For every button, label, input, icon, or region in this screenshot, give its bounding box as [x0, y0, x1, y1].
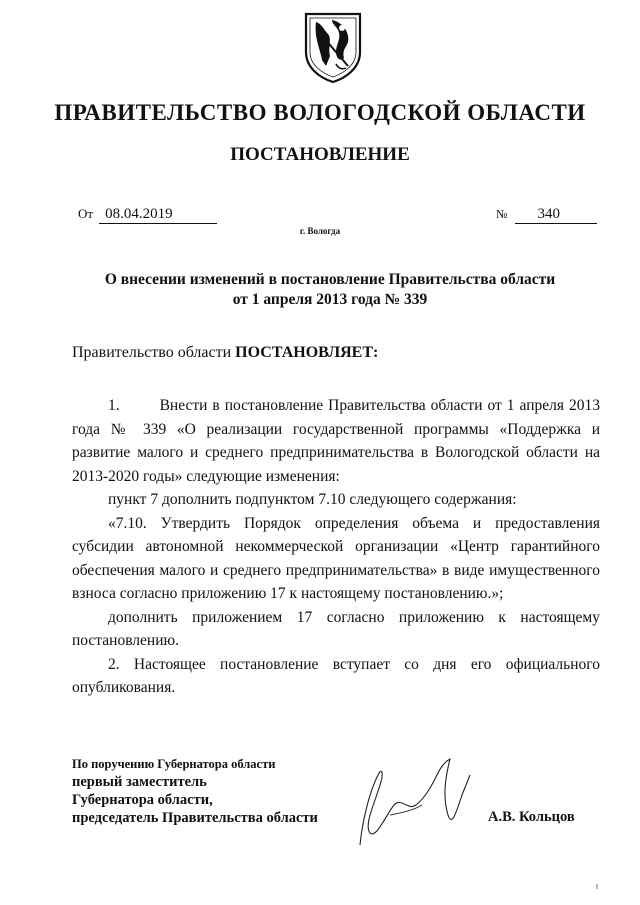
number-prefix: № — [496, 207, 508, 221]
document-date: 08.04.2019 — [99, 206, 217, 224]
preamble-emphasis: ПОСТАНОВЛЯЕТ: — [235, 344, 379, 361]
paragraph-3: «7.10. Утвердить Порядок определения объема и предоставления субсидии автономной некоммерческой организации «Центр гарантийного обеспечения малого и среднего предпринимательства» в виде имущественного взноса согласно приложению 17 к настоящему постановлению.»; — [72, 514, 600, 602]
page-mark — [596, 884, 598, 889]
subject-line-2: от 1 апреля 2013 года № 339 — [232, 291, 428, 308]
signatory-line-3: Губернатора области, — [72, 792, 213, 808]
signatory-line-2: первый заместитель — [72, 774, 207, 790]
subject-line-1: О внесении изменений в постановление Правительства области — [104, 271, 556, 288]
paragraph-2: пункт 7 дополнить подпунктом 7.10 следующего содержания: — [108, 491, 517, 508]
paragraph-4: дополнить приложением 17 согласно приложению к настоящему постановлению. — [72, 608, 600, 649]
paragraph-1-text: Внести в постановление Правительства области от 1 апреля 2013 года № 339 «О реализации государственной программы «Поддержка и развитие малого и среднего предпринимательства в Вологодской области на 2013-2020 годы» следующие изменения: — [72, 397, 601, 485]
document-number: 340 — [515, 206, 597, 224]
city: г. Вологда — [299, 226, 341, 236]
paragraph-1 — [72, 394, 600, 488]
organization-title: ПРАВИТЕЛЬСТВО ВОЛОГОДСКОЙ ОБЛАСТИ — [54, 100, 586, 125]
paragraph-1-number: 1. — [108, 397, 120, 414]
date-prefix: От — [78, 206, 94, 221]
date-line — [78, 206, 217, 224]
signatory-name: А.В. Кольцов — [488, 809, 575, 825]
coat-of-arms-emblem — [302, 8, 364, 84]
document-subject — [100, 270, 560, 310]
signatory-line-4: председатель Правительства области — [72, 810, 318, 826]
number-line — [496, 206, 597, 224]
paragraph-5: 2. Настоящее постановление вступает со дня его официального опубликования. — [72, 655, 600, 696]
preamble — [72, 344, 378, 362]
document-body — [72, 394, 600, 700]
signatory-line-1: По поручению Губернатора области — [72, 757, 276, 771]
handwritten-signature — [350, 755, 490, 850]
signatory-position — [72, 755, 318, 827]
document-type: ПОСТАНОВЛЕНИЕ — [230, 144, 410, 165]
preamble-text: Правительство области — [72, 344, 232, 361]
